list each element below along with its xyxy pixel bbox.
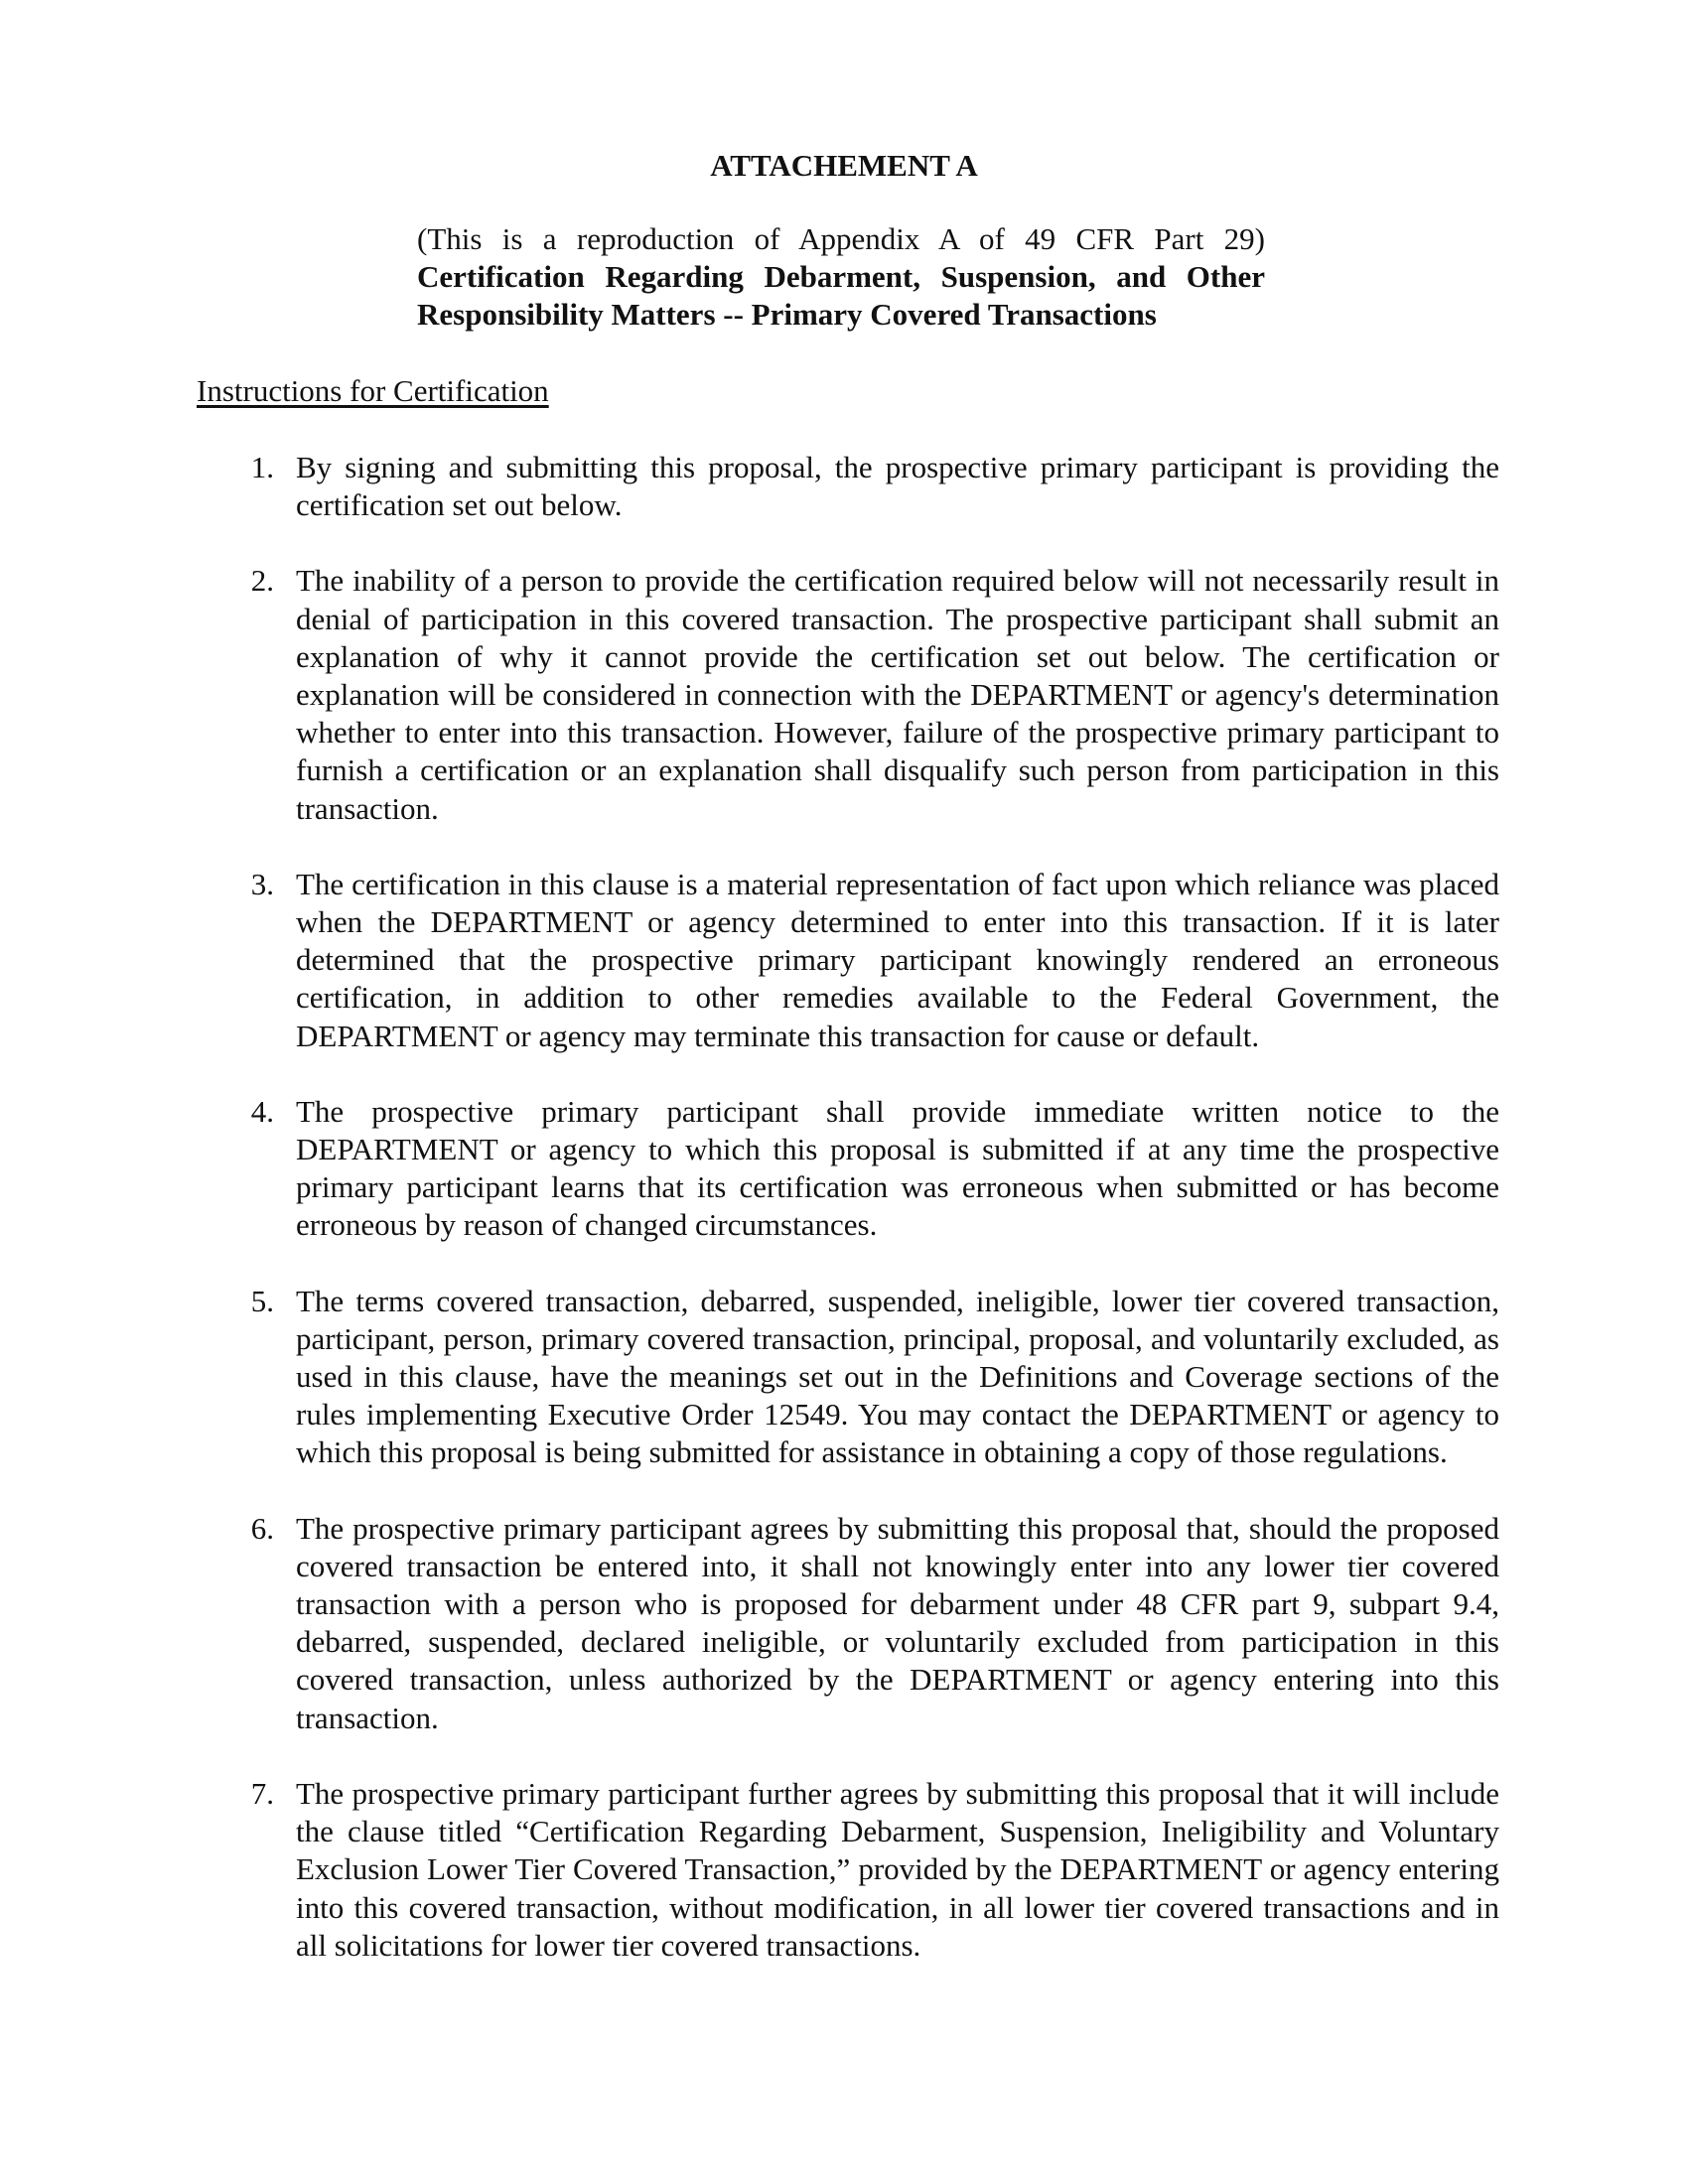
section-heading: Instructions for Certification [197, 373, 549, 408]
list-item-number: 4. [250, 1093, 274, 1129]
certification-heading-line-1: Certification Regarding Debarment, Suspension, and Other [417, 259, 1265, 294]
list-item [244, 449, 1499, 524]
list-item [244, 1283, 1499, 1472]
list-item-text: The inability of a person to provide the certification required below will not necessarily result in denial of participation in this covered transaction. The prospective participant shall submit an explanation of why it cannot provide the certification set out below. The certification or explanation will be considered in connection with the DEPARTMENT or agency's determination whether to enter into this transaction. However, failure of the prospective primary participant to furnish a certification or an explanation shall disqualify such person from participation in this transaction. [296, 563, 1499, 826]
list-item-number: 1. [250, 450, 274, 484]
document-title: ATTACHEMENT A [710, 148, 978, 183]
list-item-text: The terms covered transaction, debarred, suspended, ineligible, lower tier covered transaction, participant, person, primary covered transaction, principal, proposal, and voluntarily excluded, as used in this clause, have the meanings set out in the Definitions and Coverage sections of the rules implementing Executive Order 12549. You may contact the DEPARTMENT or agency to which this proposal is being submitted for assistance in obtaining a copy of those regulations. [296, 1283, 1499, 1470]
list-item-number: 7. [250, 1775, 274, 1811]
instructions-list [244, 449, 1499, 2002]
subtitle-block [417, 220, 1265, 334]
certification-heading-line-2: Responsibility Matters -- Primary Covered Transactions [417, 297, 1157, 332]
list-item [244, 1510, 1499, 1737]
list-item-text: By signing and submitting this proposal, the prospective primary participant is providing the certification set out below. [296, 450, 1499, 523]
list-item [244, 562, 1499, 827]
list-item-number: 2. [250, 563, 274, 599]
list-item [244, 866, 1499, 1055]
list-item-number: 3. [250, 866, 274, 901]
list-item [244, 1775, 1499, 1965]
list-item [244, 1093, 1499, 1245]
list-item-text: The certification in this clause is a material representation of fact upon which reliance was placed when the DEPARTMENT or agency determined to enter into this transaction. If it is later determined that the prospective primary participant knowingly rendered an erroneous certification, in addition to other remedies available to the Federal Government, the DEPARTMENT or agency may terminate this transaction for cause or default. [296, 866, 1499, 1053]
list-item-number: 6. [250, 1510, 274, 1546]
list-item-text: The prospective primary participant agrees by submitting this proposal that, should the proposed covered transaction be entered into, it shall not knowingly enter into any lower tier covered transaction with a person who is proposed for debarment under 48 CFR part 9, subpart 9.4, debarred, suspended, declared ineligible, or voluntarily excluded from participation in this covered transaction, unless authorized by the DEPARTMENT or agency entering into this transaction. [296, 1510, 1499, 1735]
reproduction-note: (This is a reproduction of Appendix A of 49 CFR Part 29) [417, 221, 1265, 256]
list-item-text: The prospective primary participant further agrees by submitting this proposal that it will include the clause titled “Certification Regarding Debarment, Suspension, Ineligibility and Voluntary Exclusion Lower Tier Covered Transaction,” provided by the DEPARTMENT or agency entering into this covered transaction, without modification, in all lower tier covered transactions and in all solicitations for lower tier covered transactions. [296, 1775, 1499, 1963]
list-item-number: 5. [250, 1283, 274, 1318]
list-item-text: The prospective primary participant shall provide immediate written notice to the DEPARTMENT or agency to which this proposal is submitted if at any time the prospective primary participant learns that its certification was erroneous when submitted or has become erroneous by reason of changed circumstances. [296, 1093, 1499, 1243]
